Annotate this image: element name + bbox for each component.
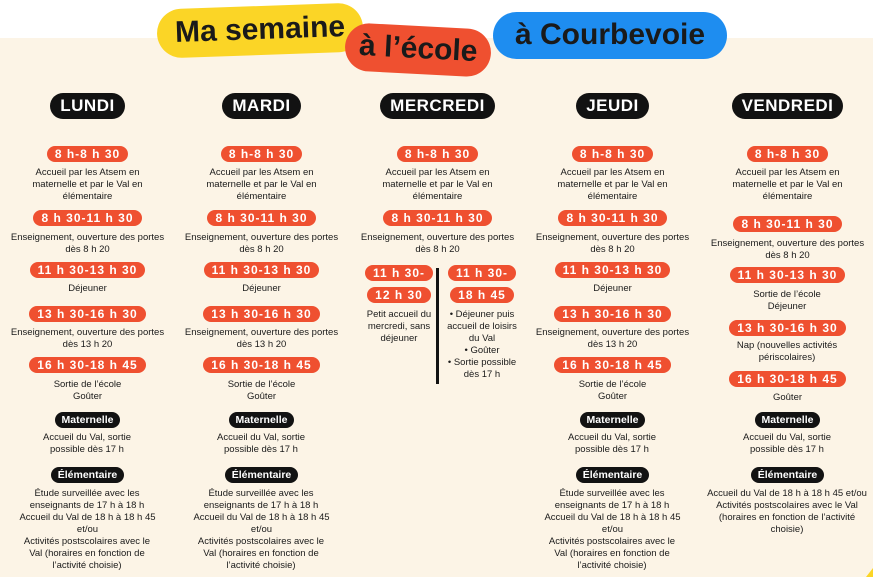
time-slot-mercredi-right-start: 11 h 30- (448, 265, 516, 281)
elementaire-tag: Élémentaire (225, 467, 299, 483)
mercredi-divider (436, 268, 439, 384)
day-jeudi: JEUDI (576, 93, 649, 119)
dejeuner-text: Déjeuner (242, 283, 281, 294)
day-mardi: MARDI (222, 93, 300, 119)
time-slot: 13 h 30-16 h 30 (554, 306, 670, 322)
title-part-3: à Courbevoie (493, 12, 727, 59)
dejeuner-text: Déjeuner (593, 283, 632, 294)
time-slot: 8 h-8 h 30 (221, 146, 302, 162)
sortie-text: Sortie de l’école (578, 379, 647, 390)
time-slot-mercredi-left-end: 12 h 30 (367, 287, 431, 303)
time-slot: 16 h 30-18 h 45 (29, 357, 145, 373)
day-vendredi: VENDREDI (732, 93, 844, 119)
elementaire-text-c: Activités postscolaires avec le Val (horaires en fonction de l’activité choisie) (197, 536, 325, 571)
day-lundi: LUNDI (50, 93, 124, 119)
time-slot: 8 h-8 h 30 (747, 146, 828, 162)
maternelle-text: Accueil du Val, sortie possible dès 17 h (567, 432, 656, 455)
enseignement-text: Enseignement, ouverture des portes dès 8 h 20 (535, 232, 690, 255)
time-slot-mercredi-right-end: 18 h 45 (450, 287, 514, 303)
time-slot: 13 h 30-16 h 30 (729, 320, 845, 336)
time-slot: 16 h 30-18 h 45 (203, 357, 319, 373)
enseignement-text: Enseignement, ouverture des portes dès 13 h 20 (184, 327, 339, 350)
et-ou-text: et/ou (601, 524, 624, 535)
elementaire-tag: Élémentaire (751, 467, 825, 483)
elementaire-tag: Élémentaire (576, 467, 650, 483)
dejeuner-text: Déjeuner (68, 283, 107, 294)
maternelle-tag: Maternelle (755, 412, 821, 428)
enseignement-text: Enseignement, ouverture des portes dès 8 h 20 (710, 238, 865, 261)
enseignement-text: Enseignement, ouverture des portes dès 13 h 20 (535, 327, 690, 350)
corner-decoration (866, 568, 873, 577)
accueil-text: Accueil par les Atsem en maternelle et par le Val en élémentaire (382, 167, 493, 202)
time-slot: 11 h 30-13 h 30 (555, 262, 671, 278)
elementaire-text-b: Accueil du Val de 18 h à 18 h 45 (19, 512, 156, 523)
time-slot: 8 h 30-11 h 30 (383, 210, 491, 226)
time-slot: 8 h 30-11 h 30 (207, 210, 315, 226)
time-slot: 8 h-8 h 30 (397, 146, 478, 162)
petit-accueil-text: Petit accueil du mercredi, sans déjeuner (366, 309, 432, 344)
accueil-text: Accueil par les Atsem en maternelle et par le Val en élémentaire (732, 167, 843, 202)
time-slot: 16 h 30-18 h 45 (729, 371, 845, 387)
enseignement-text: Enseignement, ouverture des portes dès 13 h 20 (10, 327, 165, 350)
maternelle-text: Accueil du Val, sortie possible dès 17 h (216, 432, 305, 455)
maternelle-tag: Maternelle (229, 412, 295, 428)
accueil-text: Accueil par les Atsem en maternelle et par le Val en élémentaire (206, 167, 317, 202)
time-slot: 8 h 30-11 h 30 (733, 216, 841, 232)
time-slot: 8 h-8 h 30 (572, 146, 653, 162)
mercredi-gouter-text: • Goûter (464, 345, 500, 356)
time-slot: 11 h 30-13 h 30 (730, 267, 846, 283)
time-slot: 8 h 30-11 h 30 (33, 210, 141, 226)
title-part-2: à l’école (344, 22, 493, 78)
et-ou-text: et/ou (250, 524, 273, 535)
time-slot: 16 h 30-18 h 45 (554, 357, 670, 373)
elementaire-text-a: Étude surveillée avec les enseignants de 17 h à 18 h (203, 488, 319, 511)
enseignement-text: Enseignement, ouverture des portes dès 8 h 20 (10, 232, 165, 255)
time-slot-mercredi-left-start: 11 h 30- (365, 265, 433, 281)
elementaire-text-b: Accueil du Val de 18 h à 18 h 45 (193, 512, 330, 523)
sortie-text: Sortie de l’école (53, 379, 122, 390)
elementaire-text-a: Étude surveillée avec les enseignants de 17 h à 18 h (554, 488, 670, 511)
time-slot: 8 h-8 h 30 (47, 146, 128, 162)
maternelle-text: Accueil du Val, sortie possible dès 17 h (42, 432, 131, 455)
elementaire-text-a: Étude surveillée avec les enseignants de 17 h à 18 h (29, 488, 145, 511)
accueil-loisirs-text: • Déjeuner puis accueil de loisirs du Val (447, 309, 517, 344)
gouter-text: Goûter (597, 391, 628, 402)
sortie-possible-text: • Sortie possible dès 17 h (447, 357, 517, 380)
accueil-text: Accueil par les Atsem en maternelle et par le Val en élémentaire (32, 167, 143, 202)
vendredi-elementaire-text: Accueil du Val de 18 h à 18 h 45 et/ou Activités postscolaires avec le Val (horaires en fonction de l’activité choisie) (707, 488, 867, 535)
et-ou-text: et/ou (76, 524, 99, 535)
enseignement-text: Enseignement, ouverture des portes dès 8 h 20 (184, 232, 339, 255)
sortie-dejeuner-text: Sortie de l’école Déjeuner (753, 289, 821, 312)
time-slot: 13 h 30-16 h 30 (203, 306, 319, 322)
time-slot: 11 h 30-13 h 30 (30, 262, 146, 278)
elementaire-text-b: Accueil du Val de 18 h à 18 h 45 (544, 512, 681, 523)
maternelle-text: Accueil du Val, sortie possible dès 17 h (742, 432, 831, 455)
title-part-1: Ma semaine (156, 2, 364, 58)
elementaire-tag: Élémentaire (51, 467, 125, 483)
gouter-text: Goûter (246, 391, 277, 402)
time-slot: 8 h 30-11 h 30 (558, 210, 666, 226)
gouter-text: Goûter (72, 391, 103, 402)
accueil-text: Accueil par les Atsem en maternelle et par le Val en élémentaire (557, 167, 668, 202)
time-slot: 13 h 30-16 h 30 (29, 306, 145, 322)
sortie-text: Sortie de l’école (227, 379, 296, 390)
nap-text: Nap (nouvelles activités périscolaires) (736, 340, 838, 363)
day-mercredi: MERCREDI (380, 93, 495, 119)
elementaire-text-c: Activités postscolaires avec le Val (horaires en fonction de l’activité choisie) (548, 536, 676, 571)
enseignement-text: Enseignement, ouverture des portes dès 8 h 20 (360, 232, 515, 255)
gouter-text: Goûter (772, 392, 803, 403)
time-slot: 11 h 30-13 h 30 (204, 262, 320, 278)
maternelle-tag: Maternelle (55, 412, 121, 428)
elementaire-text-c: Activités postscolaires avec le Val (horaires en fonction de l’activité choisie) (23, 536, 151, 571)
maternelle-tag: Maternelle (580, 412, 646, 428)
